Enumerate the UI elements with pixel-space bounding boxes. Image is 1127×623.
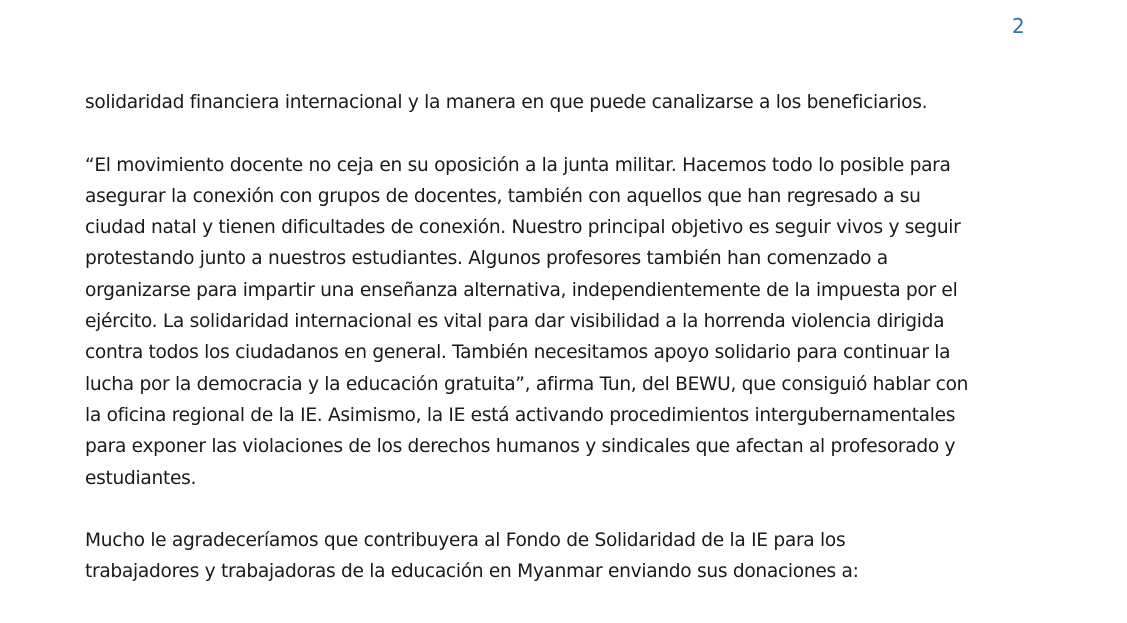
text-line: ciudad natal y tienen dificultades de conexión. Nuestro principal objetivo es seguir vivos y seguir — [85, 217, 961, 239]
text-line: protestando junto a nuestros estudiantes. Algunos profesores también han comenzado a — [85, 248, 888, 270]
paragraph-gap — [85, 494, 1045, 525]
text-line: estudiantes. — [85, 467, 197, 489]
text-line: para exponer las violaciones de los derechos humanos y sindicales que afectan al profesorado y — [85, 436, 956, 458]
text-line: “El movimiento docente no ceja en su oposición a la junta militar. Hacemos todo lo posible para — [85, 154, 951, 176]
text-line: contra todos los ciudadanos en general. También necesitamos apoyo solidario para continuar la — [85, 342, 951, 364]
text-line: la oficina regional de la IE. Asimismo, la IE está activando procedimientos intergubernamentales — [85, 404, 956, 426]
text-line: organizarse para impartir una enseñanza alternativa, independientemente de la impuesta por el — [85, 279, 958, 301]
text-line: asegurar la conexión con grupos de docentes, también con aquellos que han regresado a su — [85, 185, 921, 207]
text-line: solidaridad financiera internacional y la manera en que puede canalizarse a los beneficiarios. — [85, 92, 928, 113]
paragraph-3-donation — [85, 525, 1045, 588]
text-line: ejército. La solidaridad internacional es vital para dar visibilidad a la horrenda violencia dirigida — [85, 311, 945, 333]
paragraph-gap — [85, 118, 1045, 149]
paragraph-2-quote — [85, 150, 1045, 494]
text-line: lucha por la democracia y la educación gratuita”, afirma Tun, del BEWU, que consiguió hablar con — [85, 373, 969, 395]
text-line: Mucho le agradeceríamos que contribuyera al Fondo de Solidaridad de la IE para los — [85, 530, 846, 552]
paragraph-1 — [85, 87, 1045, 118]
page-number: 2 — [1012, 14, 1025, 38]
text-line: trabajadores y trabajadoras de la educación en Myanmar enviando sus donaciones a: — [85, 561, 859, 583]
document-body — [85, 87, 1045, 588]
